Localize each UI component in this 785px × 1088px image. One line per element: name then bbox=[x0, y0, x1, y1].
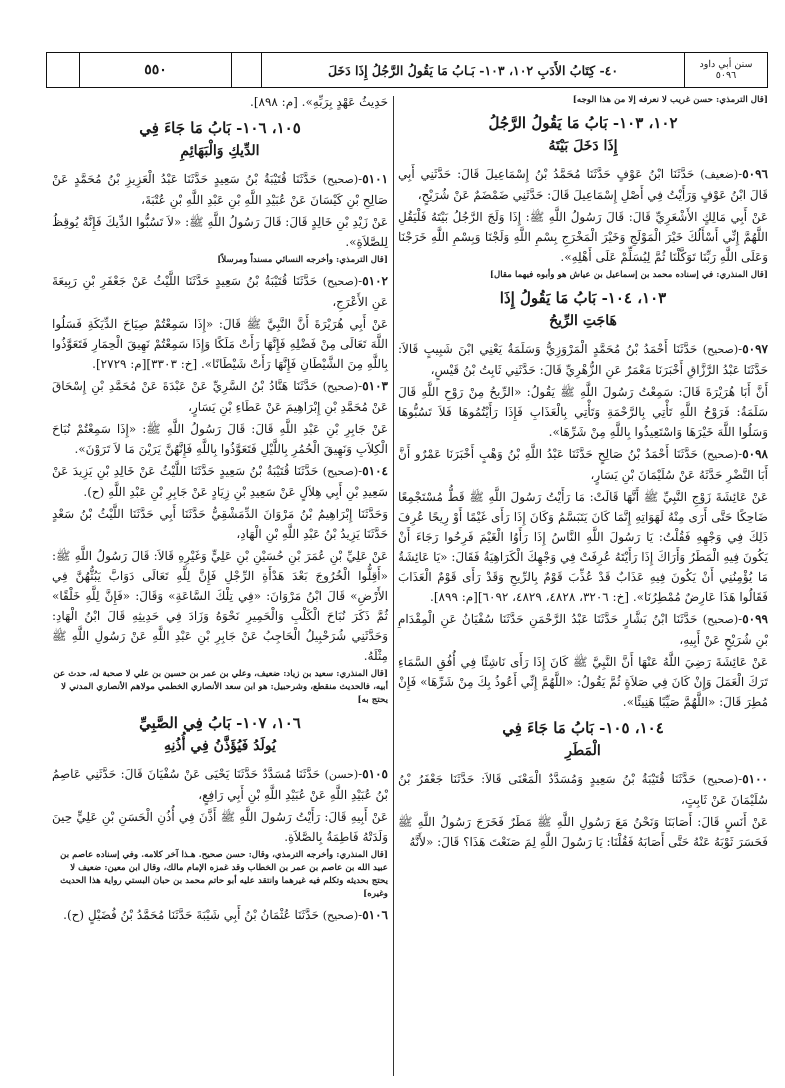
commentary-note: [قال المنذري: سعيد بن زياد: ضعيف، وعلي بن عمر بن حسين بن علي لا صحبة له، حدث عن أبيه، فالحديث منقطع، وشرحبيل: هو ابن سعد الأنصاري الخطمي مولاهم الأنصاري المدني لا يحتج به] bbox=[53, 669, 388, 705]
hadith-number: ٥٠٩٩ bbox=[742, 612, 768, 626]
header-reference bbox=[685, 53, 767, 87]
hadith-paragraph: ٥١٠٢-(صحيح) حَدَّثَنَا قُتَيْبَةُ بْنُ سَعِيدٍ حَدَّثَنَا اللَّيْثُ عَنْ جَعْفَرِ بْنِ رَبِيعَةَ عَنِ الأَعْرَجِ، bbox=[52, 274, 388, 309]
hadith-grade: (صحيح) bbox=[702, 448, 739, 461]
hadith-text: حَدَّثَنَا ابْنُ عَوْفٍ حَدَّثَنَا مُحَمَّدُ بْنُ إِسْمَاعِيلَ قَالَ: حَدَّثَنِي أَبِي قَالَ ابْنُ عَوْفٍ وَرَأَيْتُ فِي أَصْلِ إِسْمَاعِيلَ قَالَ: حَدَّثَنِي ضَمْضَمٌ عَنْ شُرَيْحٍ، bbox=[398, 167, 768, 202]
hadith-number: ٥١٠٢ bbox=[362, 274, 388, 288]
hadith-grade: (صحيح) bbox=[322, 909, 359, 922]
hadith-text: عَنْ عَائِشَةَ رَضِيَ اللَّهُ عَنْهَا أَنَّ النَّبِيَّ ﷺ كَانَ إِذَا رَأَى نَاشِئًا فِي أُفُقِ السَّمَاءِ تَرَكَ الْعَمَلَ وَإِنْ كَانَ فِي صَلاَةٍ ثُمَّ يَقُولُ: «اللَّهُمَّ إِنِّي أَعُوذُ بِكَ مِنْ شَرِّهَا» فَإِنْ مُطِرَ قَالَ: «اللَّهُمَّ صَيِّبًا هَنِيئًا». bbox=[398, 655, 768, 709]
hadith-text: عَنْ زَيْدِ بْنِ خَالِدٍ قَالَ: قَالَ رَسُولُ اللَّهِ ﷺ: «لاَ تَسُبُّوا الدِّيكَ فَإِنَّهُ يُوقِظُ لِلصَّلاَةِ». bbox=[52, 215, 388, 249]
hadith-number: ٥١٠١ bbox=[362, 172, 389, 186]
chapter-subtitle: الْمَطَرِ bbox=[565, 743, 601, 759]
column-divider bbox=[393, 96, 394, 1076]
hadith-grade: (صحيح) bbox=[702, 343, 739, 356]
header-empty-cell bbox=[47, 53, 80, 87]
hadith-text: حَدَّثَنَا هَنَّادُ بْنُ السَّرِيِّ عَنْ عَبْدَةَ عَنْ مُحَمَّدِ بْنِ إِسْحَاقَ عَنْ مُحَمَّدِ بْنِ إِبْرَاهِيمَ عَنْ عَطَاءِ بْنِ يَسَارٍ، bbox=[52, 379, 388, 414]
hadith-paragraph: ٥٠٩٩-(صحيح) حَدَّثَنَا ابْنُ بَشَّارٍ حَدَّثَنَا عَبْدُ الرَّحْمَنِ حَدَّثَنَا سُفْيَانُ عَنِ الْمِقْدَامِ بْنِ شُرَيْحٍ عَنْ أَبِيهِ، bbox=[398, 612, 768, 647]
reference-book: سنن أبي داود bbox=[699, 59, 753, 70]
hadith-paragraph bbox=[398, 382, 768, 442]
hadith-paragraph: ٥٠٩٧-(صحيح) حَدَّثَنَا أَحْمَدُ بْنُ مُحَمَّدٍ الْمَرْوَزِيُّ وَسَلَمَةُ يَعْنِي ابْنَ شَبِيبٍ قَالاَ: حَدَّثَنَا عَبْدُ الرَّزَّاقِ أَخْبَرَنَا مَعْمَرٌ عَنِ الزُّهْرِيِّ قَالَ: حَدَّثَنِي ثَابِتُ بْنُ قَيْسٍ، bbox=[398, 342, 768, 377]
hadith-grade: (ضعيف) bbox=[700, 168, 739, 181]
chapter-subtitle: هَاجَتِ الرِّيحُ bbox=[549, 313, 617, 329]
page-number: ٥٥٠ bbox=[80, 53, 232, 87]
hadith-paragraph bbox=[52, 546, 388, 666]
hadith-text: عَنْ عَائِشَةَ زَوْجِ النَّبِيِّ ﷺ أَنَّهَا قَالَتْ: مَا رَأَيْتُ رَسُولَ اللَّهِ ﷺ قَطُّ مُسْتَجْمِعًا ضَاحِكًا حَتَّى أَرَى مِنْهُ لَهَوَاتِهِ إِنَّمَا كَانَ يَتَبَسَّمُ وَكَانَ إِذَا رَأَى غَيْمًا أَوْ رِيحًا عُرِفَ ذَلِكَ فِي وَجْهِهِ فَقُلْتُ: يَا رَسُولَ اللَّهِ النَّاسُ إِذَا رَأَوُا الْغَيْمَ فَرِحُوا رَجَاءَ أَنْ يَكُونَ فِيهِ الْمَطَرُ وَأَرَاكَ إِذَا رَأَيْتَهُ عُرِفَتْ فِي وَجْهِكَ الْكَرَاهِيَةُ فَقَالَ: «يَا عَائِشَةُ مَا يُؤْمِنُنِي أَنْ يَكُونَ فِيهِ عَذَابٌ قَدْ عُذِّبَ قَوْمٌ بِالرِّيحِ وَقَدْ رَأَى قَوْمٌ الْعَذَابَ فَقَالُوا هَذَا عَارِضٌ مُمْطِرُنَا». [خ: ٣٢٠٦، ٤٨٢٨، ٤٨٢٩، ٦٠٩٢][م: ٨٩٩]. bbox=[398, 490, 768, 604]
hadith-text: حَدَّثَنَا قُتَيْبَةُ بْنُ سَعِيدٍ حَدَّثَنَا عَبْدُ الْعَزِيزِ بْنُ مُحَمَّدٍ عَنْ صَالِحِ بْنِ كَيْسَانَ عَنْ عُبَيْدِ اللَّهِ بْنِ عَبْدِ اللَّهِ بْنِ عُتْبَةَ، bbox=[52, 172, 388, 207]
commentary-note: [قال الترمذي: حسن غريب لا نعرفه إلا من هذا الوجه] bbox=[572, 95, 768, 105]
header-empty-cell bbox=[232, 53, 262, 87]
hadith-grade: (صحيح) bbox=[702, 773, 739, 786]
hadith-paragraph: ٥٠٩٨-(صحيح) حَدَّثَنَا أَحْمَدُ بْنُ صَالِحٍ حَدَّثَنَا عَبْدُ اللَّهِ بْنُ وَهْبٍ أَخْبَرَنَا عَمْرٌو أَنَّ أَبَا النَّضْرِ حَدَّثَهُ عَنْ سُلَيْمَانَ بْنِ يَسَارٍ، bbox=[398, 447, 768, 482]
hadith-text: حَدَّثَنَا قُتَيْبَةُ بْنُ سَعِيدٍ حَدَّثَنَا اللَّيْثُ عَنْ جَعْفَرِ بْنِ رَبِيعَةَ عَنِ الأَعْرَجِ، bbox=[52, 274, 388, 309]
hadith-paragraph bbox=[52, 419, 388, 459]
chapter-title: ١٠٦، ١٠٧- بَابُ فِي الصَّبِيِّ bbox=[139, 714, 301, 732]
hadith-paragraph: ٥١٠٠-(صحيح) حَدَّثَنَا قُتَيْبَةُ بْنُ سَعِيدٍ وَمُسَدَّدٌ الْمَعْنَى قَالاَ: حَدَّثَنَا جَعْفَرُ بْنُ سُلَيْمَانَ عَنْ ثَابِتٍ، bbox=[398, 772, 768, 807]
chapter-subtitle: يُولَدُ فَيُؤَذَّنُ فِي أُذُنِهِ bbox=[164, 738, 276, 754]
chapter-subtitle: إِذَا دَخَلَ بَيْتَهُ bbox=[548, 138, 618, 154]
hadith-text: حَدَّثَنَا ابْنُ بَشَّارٍ حَدَّثَنَا عَبْدُ الرَّحْمَنِ حَدَّثَنَا سُفْيَانُ عَنِ الْمِقْدَامِ بْنِ شُرَيْحٍ عَنْ أَبِيهِ، bbox=[398, 612, 768, 647]
hadith-text: عَنْ أَبِي مَالِكٍ الأَشْعَرِيِّ قَالَ: قَالَ رَسُولُ اللَّهِ ﷺ: إِذَا وَلَجَ الرَّجُلُ بَيْتَهُ فَلْيَقُلِ اللَّهُمَّ إِنِّي أَسْأَلُكَ خَيْرَ الْمَوْلَجِ وَخَيْرَ الْمَخْرَجِ بِسْمِ اللَّهِ وَلَجْنَا وَبِسْمِ اللَّهِ خَرَجْنَا وَعَلَى اللَّهِ رَبِّنَا تَوَكَّلْنَا ثُمَّ لِيُسَلِّمْ عَلَى أَهْلِهِ». bbox=[398, 210, 768, 264]
commentary-note: [قال الترمذي: وأخرجه النسائي مسنداً ومرسلاً] bbox=[217, 255, 388, 265]
hadith-paragraph: ٥١٠٤-(صحيح) حَدَّثَنَا قُتَيْبَةُ بْنُ سَعِيدٍ حَدَّثَنَا اللَّيْثُ عَنْ خَالِدِ بْنِ يَزِيدَ عَنْ سَعِيدِ بْنِ أَبِي هِلاَلٍ عَنْ سَعِيدِ بْنِ زِيَادٍ عَنْ جَابِرِ بْنِ عَبْدِ اللَّهِ (ح). bbox=[52, 464, 388, 499]
hadith-number: ٥٠٩٨ bbox=[742, 447, 768, 461]
hadith-grade: (صحيح) bbox=[322, 275, 359, 288]
hadith-text: حَدَّثَنَا مُسَدَّدٌ حَدَّثَنَا يَحْيَى عَنْ سُفْيَانَ قَالَ: حَدَّثَنِي عَاصِمُ بْنُ عُبَيْدِ اللَّهِ عَنْ عُبَيْدِ اللَّهِ بْنِ أَبِي رَافِعٍ، bbox=[52, 767, 388, 802]
hadith-grade: (صحيح) bbox=[322, 465, 359, 478]
chapter-subtitle: الدِّيكِ وَالْبَهَائِمِ bbox=[180, 143, 260, 159]
hadith-text: وَحَدَّثَنَا إِبْرَاهِيمُ بْنُ مَرْوَانَ الدِّمَشْقِيُّ حَدَّثَنَا أَبِي حَدَّثَنَا اللَّيْثُ بْنُ سَعْدٍ حَدَّثَنَا يَزِيدُ بْنُ عَبْدِ اللَّهِ بْنِ الْهَادِ، bbox=[52, 507, 388, 541]
hadith-text: حَدَّثَنَا قُتَيْبَةُ بْنُ سَعِيدٍ حَدَّثَنَا اللَّيْثُ عَنْ خَالِدِ بْنِ يَزِيدَ عَنْ سَعِيدِ بْنِ أَبِي هِلاَلٍ عَنْ سَعِيدِ بْنِ زِيَادٍ عَنْ جَابِرِ بْنِ عَبْدِ اللَّهِ (ح). bbox=[52, 464, 388, 499]
hadith-text: عَنْ أَبِيهِ قَالَ: رَأَيْتُ رَسُولَ اللَّهِ ﷺ أَذَّنَ فِي أُذُنِ الْحَسَنِ بْنِ عَلِيٍّ حِينَ وَلَدَتْهُ فَاطِمَةُ بِالصَّلاَةِ. bbox=[52, 810, 388, 844]
hadith-text: حَدَّثَنَا قُتَيْبَةُ بْنُ سَعِيدٍ وَمُسَدَّدٌ الْمَعْنَى قَالاَ: حَدَّثَنَا جَعْفَرُ بْنُ سُلَيْمَانَ عَنْ ثَابِتٍ، bbox=[398, 772, 768, 807]
hadith-grade: (حسن) bbox=[324, 768, 359, 781]
hadith-text: عَنْ جَابِرِ بْنِ عَبْدِ اللَّهِ قَالَ: قَالَ رَسُولُ اللَّهِ ﷺ: «إِذَا سَمِعْتُمْ نُبَاحَ الْكِلاَبِ وَنَهِيقَ الْحُمُرِ بِاللَّيْلِ فَتَعَوَّذُوا بِاللَّهِ فَإِنَّهُنَّ يَرَيْنَ مَا لاَ تَرَوْنَ». bbox=[52, 422, 388, 456]
hadith-number: ٥١٠٣ bbox=[362, 379, 388, 393]
hadith-paragraph bbox=[398, 812, 768, 852]
hadith-paragraph bbox=[398, 652, 768, 712]
page-header bbox=[46, 52, 768, 88]
hadith-paragraph: ٥١٠٦-(صحيح) حَدَّثَنَا عُثْمَانُ بْنُ أَبِي شَيْبَةَ حَدَّثَنَا مُحَمَّدُ بْنُ فُضَيْلٍ (ح). bbox=[63, 908, 388, 922]
hadith-paragraph: ٥١٠٥-(حسن) حَدَّثَنَا مُسَدَّدٌ حَدَّثَنَا يَحْيَى عَنْ سُفْيَانَ قَالَ: حَدَّثَنِي عَاصِمُ بْنُ عُبَيْدِ اللَّهِ عَنْ عُبَيْدِ اللَّهِ بْنِ أَبِي رَافِعٍ، bbox=[52, 767, 388, 802]
hadith-paragraph bbox=[52, 92, 388, 112]
hadith-text: أَنَّ أَبَا هُرَيْرَةَ قَالَ: سَمِعْتُ رَسُولَ اللَّهِ ﷺ يَقُولُ: «الرِّيحُ مِنْ رَوْحِ اللَّهِ قَالَ سَلَمَةُ: فَرَوْحُ اللَّهِ تَأْتِي بِالرَّحْمَةِ وَتَأْتِي بِالْعَذَابِ فَإِذَا رَأَيْتُمُوهَا فَلاَ تَسُبُّوهَا وَسَلُوا اللَّهَ خَيْرَهَا وَاسْتَعِيذُوا بِاللَّهِ مِنْ شَرِّهَا». bbox=[398, 385, 768, 439]
hadith-text: عَنْ عَلِيِّ بْنِ عُمَرَ بْنِ حُسَيْنِ بْنِ عَلِيٍّ وَغَيْرِهِ قَالاَ: قَالَ رَسُولُ اللَّهِ ﷺ: «أَقِلُّوا الْخُرُوجَ بَعْدَ هَدْأَةِ الرِّجْلِ فَإِنَّ لِلَّهِ تَعَالَى دَوَابَّ يَبُثُّهُنَّ فِي الأَرْضِ» قَالَ ابْنُ مَرْوَانَ: «فِي تِلْكَ السَّاعَةِ» وَقَالَ: «فَإِنَّ لِلَّهِ خَلْقًا» ثُمَّ ذَكَرَ نُبَاحَ الْكَلْبِ وَالْحَمِيرِ نَحْوَهُ وَزَادَ فِي حَدِيثِهِ قَالَ ابْنُ الْهَادِ: وَحَدَّثَنِي شُرَحْبِيلُ الْحَاجِبُ عَنْ جَابِرِ بْنِ عَبْدِ اللَّهِ عَنْ رَسُولِ اللَّهِ ﷺ مِثْلَهُ. bbox=[52, 549, 388, 663]
hadith-text: عَنْ أَنَسٍ قَالَ: أَصَابَنَا وَنَحْنُ مَعَ رَسُولِ اللَّهِ ﷺ مَطَرٌ فَخَرَجَ رَسُولُ اللَّهِ ﷺ فَحَسَرَ ثَوْبَهُ عَنْهُ حَتَّى أَصَابَهُ فَقُلْنَا: يَا رَسُولَ اللَّهِ لِمَ صَنَعْتَ هَذَا؟ قَالَ: «لأَنَّهُ bbox=[398, 815, 768, 849]
commentary-note: [قال المنذري: في إسناده محمد بن إسماعيل بن عياش هو وأبوه فيهما مقال] bbox=[489, 270, 768, 280]
hadith-text: حَدَّثَنَا عُثْمَانُ بْنُ أَبِي شَيْبَةَ حَدَّثَنَا مُحَمَّدُ بْنُ فُضَيْلٍ (ح). bbox=[63, 908, 319, 922]
hadith-paragraph bbox=[52, 212, 388, 252]
right-column bbox=[398, 92, 768, 854]
hadith-number: ٥٠٩٦ bbox=[742, 167, 768, 181]
commentary-note: [قال المنذري: وأخرجه الترمذي، وقال: حسن صحيح. هـذا آخر كلامه. وفي إسناده عاصم بن عبيد الله بن عاصم بن عمر بن الخطاب وقد غمزه الإمام مالك، وقال ابن معين: ضعيف لا يحتج بحديثه وتكلم فيه غيرهما وانتقد عليه أبو حاتم محمد بن حبان البستي رواية هذا الحديث وغيره] bbox=[60, 850, 388, 899]
hadith-paragraph bbox=[398, 207, 768, 267]
hadith-paragraph bbox=[52, 314, 388, 374]
reference-hadith-number: ٥٠٩٦ bbox=[715, 70, 737, 81]
hadith-paragraph bbox=[52, 504, 388, 544]
hadith-grade: (صحيح) bbox=[322, 380, 359, 393]
running-title: ٤٠- كِتَابُ الأَدَبِ ١٠٢، ١٠٣- بَـابُ مَا يَقُولُ الرَّجُلُ إِذَا دَخَلَ bbox=[262, 53, 685, 87]
chapter-title: ١٠٥، ١٠٦- بَابُ مَا جَاءَ فِي bbox=[139, 119, 301, 137]
hadith-text: حَدَّثَنَا أَحْمَدُ بْنُ صَالِحٍ حَدَّثَنَا عَبْدُ اللَّهِ بْنُ وَهْبٍ أَخْبَرَنَا عَمْرٌو أَنَّ أَبَا النَّضْرِ حَدَّثَهُ عَنْ سُلَيْمَانَ بْنِ يَسَارٍ، bbox=[398, 447, 768, 482]
hadith-number: ٥١٠٠ bbox=[742, 772, 768, 786]
hadith-paragraph bbox=[52, 807, 388, 847]
hadith-text: حَدَّثَنَا أَحْمَدُ بْنُ مُحَمَّدٍ الْمَرْوَزِيُّ وَسَلَمَةُ يَعْنِي ابْنَ شَبِيبٍ قَالاَ: حَدَّثَنَا عَبْدُ الرَّزَّاقِ أَخْبَرَنَا مَعْمَرٌ عَنِ الزُّهْرِيِّ قَالَ: حَدَّثَنِي ثَابِتُ بْنُ قَيْسٍ، bbox=[398, 342, 768, 377]
chapter-title: ١٠٢، ١٠٣- بَابُ مَا يَقُولُ الرَّجُلُ bbox=[488, 114, 678, 132]
hadith-paragraph bbox=[398, 487, 768, 607]
hadith-text: عَنْ أَبِي هُرَيْرَةَ أَنَّ النَّبِيَّ ﷺ قَالَ: «إِذَا سَمِعْتُمْ صِيَاحَ الدِّيَكَةِ فَسَلُوا اللَّهَ تَعَالَى مِنْ فَضْلِهِ فَإِنَّهَا رَأَتْ مَلَكًا وَإِذَا سَمِعْتُمْ نَهِيقَ الْحِمَارِ فَتَعَوَّذُوا بِاللَّهِ مِنَ الشَّيْطَانِ فَإِنَّهَا رَأَتْ شَيْطَانًا». [خ: ٣٣٠٣][م: ٢٧٢٩]. bbox=[52, 317, 388, 371]
left-column bbox=[52, 92, 388, 928]
hadith-paragraph: ٥٠٩٦-(ضعيف) حَدَّثَنَا ابْنُ عَوْفٍ حَدَّثَنَا مُحَمَّدُ بْنُ إِسْمَاعِيلَ قَالَ: حَدَّثَنِي أَبِي قَالَ ابْنُ عَوْفٍ وَرَأَيْتُ فِي أَصْلِ إِسْمَاعِيلَ قَالَ: حَدَّثَنِي ضَمْضَمٌ عَنْ شُرَيْحٍ، bbox=[398, 167, 768, 202]
chapter-title: ١٠٤، ١٠٥- بَابُ مَا جَاءَ فِي bbox=[502, 719, 664, 737]
chapter-title: ١٠٣، ١٠٤- بَابُ مَا يَقُولُ إِذَا bbox=[499, 289, 667, 307]
hadith-number: ٥١٠٥ bbox=[362, 767, 388, 781]
hadith-text: حَدِيثُ عَهْدٍ بِرَبِّهِ». [م: ٨٩٨]. bbox=[250, 95, 388, 109]
hadith-paragraph: ٥١٠١-(صحيح) حَدَّثَنَا قُتَيْبَةُ بْنُ سَعِيدٍ حَدَّثَنَا عَبْدُ الْعَزِيزِ بْنُ مُحَمَّدٍ عَنْ صَالِحِ بْنِ كَيْسَانَ عَنْ عُبَيْدِ اللَّهِ بْنِ عَبْدِ اللَّهِ بْنِ عُتْبَةَ، bbox=[52, 172, 389, 207]
hadith-grade: (صحيح) bbox=[322, 173, 359, 186]
hadith-grade: (صحيح) bbox=[702, 613, 739, 626]
hadith-number: ٥١٠٦ bbox=[362, 908, 388, 922]
hadith-number: ٥١٠٤ bbox=[362, 464, 388, 478]
hadith-paragraph: ٥١٠٣-(صحيح) حَدَّثَنَا هَنَّادُ بْنُ السَّرِيِّ عَنْ عَبْدَةَ عَنْ مُحَمَّدِ بْنِ إِسْحَاقَ عَنْ مُحَمَّدِ بْنِ إِبْرَاهِيمَ عَنْ عَطَاءِ بْنِ يَسَارٍ، bbox=[52, 379, 388, 414]
hadith-number: ٥٠٩٧ bbox=[742, 342, 768, 356]
